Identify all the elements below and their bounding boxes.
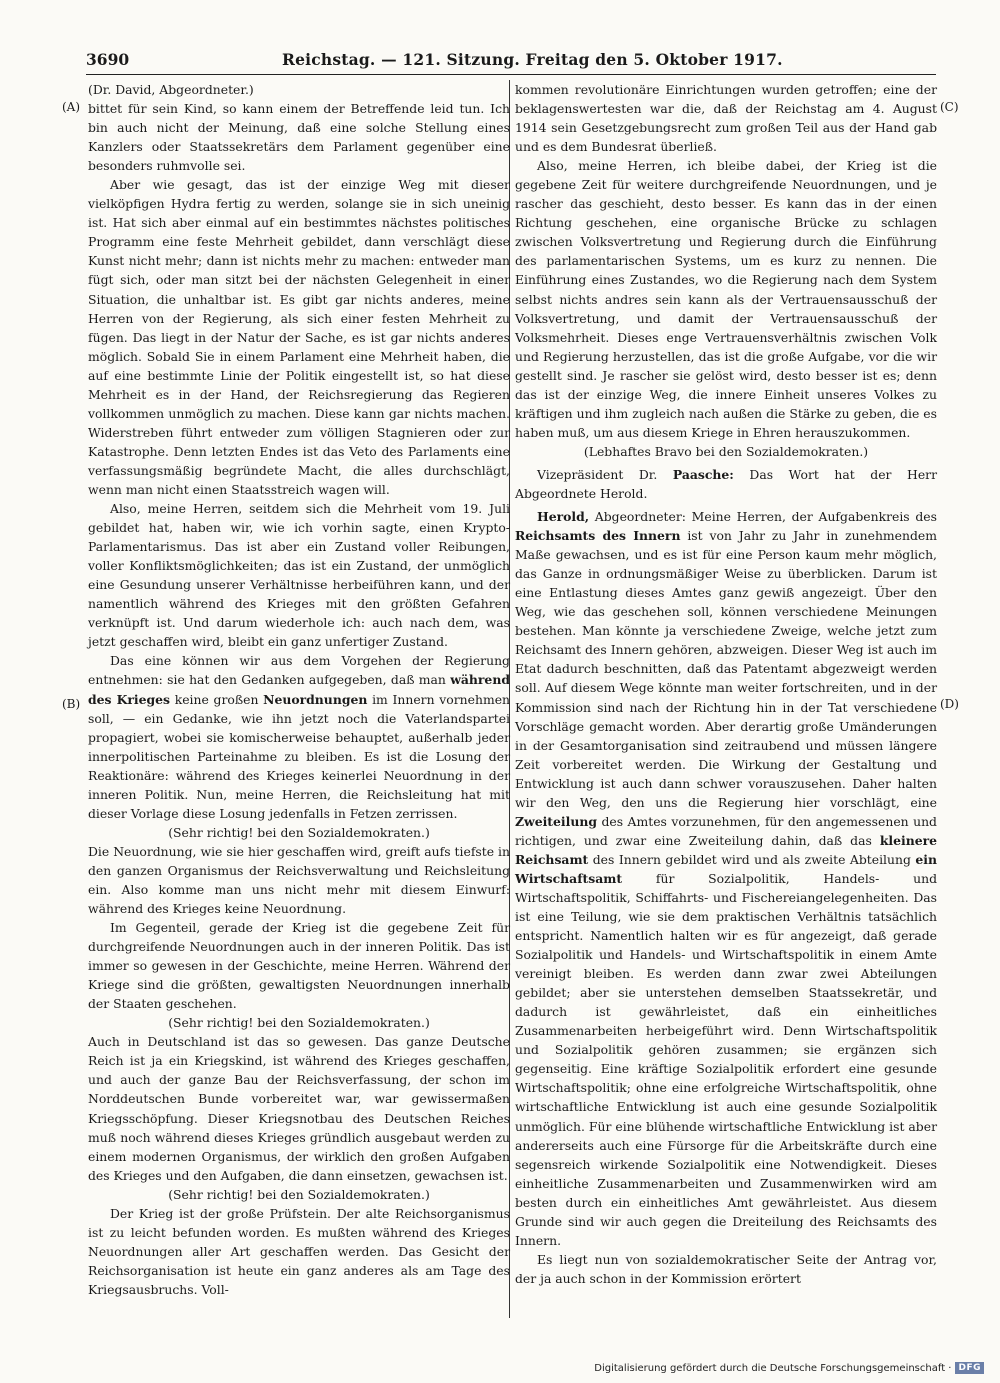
paragraph: Aber wie gesagt, das ist der einzige Weg mit dieser vielköpfigen Hydra fertig zu werden, solange sie in sich uneinig ist. Hat sich aber einmal auf ein bestimmtes nächstes politisches Programm eine feste Mehrheit gebildet, dann verschlägt diese Kunst nicht mehr; dann ist nichts mehr zu machen: entweder man fügt sich, oder man sitzt bei der nächsten Gelegenheit in einer Situation, die unhaltbar ist. Es gibt gar nichts anderes, meine Herren von der Regierung, als sich einer festen Mehrheit zu fügen. Das liegt in der Natur der Sache, es ist gar nichts anderes möglich. Sobald Sie in einem Parlament eine Mehrheit haben, die auf eine bestimmte Linie der Politik eingestellt ist, so hat diese Mehrheit es in der Hand, der Reichsregierung das Regieren vollkommen unmöglich zu machen. Diese kann gar nichts machen. Widerstreben führt entweder zum völligen Stagnieren oder zur Katastrophe. Denn letzten Endes ist das Veto des Parlaments eine verfassungsmäßig begründete Macht, die alles durchschlägt, wenn man nicht einen Staatsstreich wagen will. [88, 177, 510, 497]
margin-mark-c: (C) [940, 100, 959, 114]
right-column [515, 80, 937, 1288]
text-run: ist von Jahr zu Jahr in zunehmendem Maße gewachsen, und es ist für eine Person kaum mehr möglich, das Ganze in ordnungsmäßiger Weise zu überblicken. Darum ist eine Entlastung dieses Amtes ganz gewiß angezeigt. Über den Weg, wie das geschehen soll, können verschiedene Meinungen bestehen. Man könnte ja verschiedene Zweige, welche jetzt zum Reichsamt des Innern gehören, abzweigen. Dieser Weg ist auch im Etat dadurch beschnitten, daß das Patentamt abgezweigt werden soll. Auf diesem Wege könnte man weiter fortschreiten, und in der Kommission sind nach der Richtung hin in der Tat verschiedene Vorschläge gemacht worden. Aber derartig große Umänderungen in der Gesamtorganisation sind zeitraubend und müssen längere Zeit vorbereitet werden. Die Wirkung der Gestaltung und Entwicklung ist auch dann schwer vorauszusehen. Daher halten wir den Weg, den uns die Regierung hier vorschlägt, eine [515, 528, 938, 810]
paragraph [88, 651, 510, 822]
margin-mark-d: (D) [940, 697, 959, 711]
page-number: 3690 [86, 50, 130, 69]
margin-mark-a: (A) [62, 100, 81, 114]
paragraph: bittet für sein Kind, so kann einem der Betreffende leid tun. Ich bin auch nicht der Meinung, daß eine solche Stellung eines Kanzlers oder Staatssekretärs dem Parlament gegenüber eine besonders ruhmvolle sei. [88, 101, 510, 174]
emphasis: Neuordnungen [263, 691, 368, 707]
paragraph: Die Neuordnung, wie sie hier geschaffen wird, greift aufs tiefste in den ganzen Organismus der Reichsverwaltung und Reichsleitung ein. Also komme man uns nicht mehr mit diesem Einwurf: während des Krieges keine Neuordnung. [88, 843, 510, 917]
footer-text: Digitalisierung gefördert durch die Deutsche Forschungsgemeinschaft · [594, 1362, 952, 1374]
text-run: für Sozialpolitik, Handels- und Wirtschaftspolitik, Schiffahrts- und Fischereiangelegenheiten. Das ist eine Teilung, wie sie dem praktischen Verhältnis tatsächlich entspricht. Namentlich halten wir es für angezeigt, daß gerade Sozialpolitik und Handels- und Wirtschaftspolitik in einem Amte vereinigt bleiben. Es werden dann zwar zwei Abteilungen gebildet; aber sie unterstehen demselben Staatssekretär, und dadurch ist gewährleistet, daß ein einheitliches Zusammenarbeiten herbeigeführt wird. Denn Wirtschaftspolitik und Sozialpolitik gehören zusammen; sie ergänzen sich gegenseitig. Eine kräftige Sozialpolitik erfordert eine gesunde Wirtschaftspolitik; ohne eine erfolgreiche Wirtschaftspolitik, ohne wirtschaftliche Entwicklung ist auch eine gesunde Sozialpolitik unmöglich. Für eine blühende wirtschaftliche Entwicklung ist aber andererseits auch eine Fürsorge für die Arbeitskräfte durch eine segensreich wirkende Sozialpolitik eine Notwendigkeit. Dieses einheitliche Zusammenarbeiten und Zusammenwirken wird am besten durch ein einheitliches Amt gewährleistet. Aus diesem Grunde sind wir auch gegen die Dreiteilung des Reichsamts des Innern. [515, 870, 937, 1248]
interjection: (Sehr richtig! bei den Sozialdemokraten.) [168, 1015, 430, 1031]
paragraph: Auch in Deutschland ist das so gewesen. Das ganze Deutsche Reich ist ja ein Kriegskind, ist während des Krieges geschaffen, und auch der ganze Bau der Reichsverfassung, der schon im Norddeutschen Bunde vorbereitet war, war gewissermaßen Kriegsschöpfung. Dieser Kriegsnotbau des Deutschen Reiches muß noch während dieses Krieges gründlich ausgebaut werden zu einem modernen Organismus, der wirklich den großen Aufgaben des Krieges und den Aufgaben, die dann einsetzen, gewachsen ist. [88, 1034, 510, 1183]
emphasis: kleinere Reichsamt [515, 832, 937, 867]
text-run: Das eine können wir aus dem Vorgehen der Regierung entnehmen: sie hat den Gedanken aufgegeben, daß man [88, 653, 510, 688]
left-column [88, 80, 510, 1299]
paragraph: Also, meine Herren, ich bleibe dabei, der Krieg ist die gegebene Zeit für weitere durchgreifende Neuordnungen, und je rascher das geschieht, desto besser. Es kann das in der einen Richtung geschehen, eine organische Brücke zu schlagen zwischen Volksvertretung und Regierung durch die Einführung des parlamentarischen Systems, um es kurz zu nennen. Die Einführung eines Zustandes, wo die Regierung nach dem System selbst nichts andres sein kann als der Vertrauensausschuß der Volksvertretung, und damit der Vertrauensausschuß der Volksmehrheit. Dieses enge Vertrauensverhältnis zwischen Volk und Regierung herzustellen, das ist die große Aufgabe, vor die wir gestellt sind. Je rascher sie gelöst wird, desto besser ist es; denn das ist der einzige Weg, die innere Einheit unseres Volkes zu kräftigen und ihm zugleich nach außen die Stärke zu geben, die es haben muß, um aus diesem Kriege in Ehren herauszukommen. [515, 158, 937, 440]
emphasis: Zweiteilung [515, 813, 598, 829]
text-run: des Amtes vorzunehmen, für den angemessenen und richtigen, und zwar eine Zweiteilung dahin, daß das [515, 813, 937, 848]
dfg-logo: DFG [955, 1362, 984, 1374]
text-run: Das Wort hat der Herr Abgeordnete Herold. [515, 466, 937, 501]
interjection: (Lebhaftes Bravo bei den Sozialdemokraten.) [583, 443, 869, 459]
emphasis: während des Krieges [88, 672, 510, 707]
speaker-name: Herold, [537, 509, 590, 525]
text-run: Vizepräsident Dr. [537, 466, 673, 482]
page-header [86, 48, 936, 75]
text-run: Abgeordneter: Meine Herren, der Aufgabenkreis des [589, 509, 937, 525]
speaker-name: Paasche: [672, 466, 734, 482]
paragraph: Es liegt nun von sozialdemokratischer Seite der Antrag vor, der ja auch schon in der Kommission erörtert [515, 1251, 937, 1286]
paragraph: kommen revolutionäre Einrichtungen wurden getroffen; eine der beklagenswertesten war die, daß der Reichstag am 4. August 1914 sein Gesetzgebungsrecht zum großen Teil aus der Hand gab und es dem Bundesrat überließ. [515, 82, 937, 155]
speaker-note: (Dr. David, Abgeordneter.) [88, 82, 254, 97]
interjection: (Sehr richtig! bei den Sozialdemokraten.) [168, 824, 430, 840]
emphasis: ein Wirtschaftsamt [515, 851, 937, 886]
paragraph: Also, meine Herren, seitdem sich die Mehrheit vom 19. Juli gebildet hat, haben wir, wie ich vorhin sagte, einen Krypto-Parlamentarismus. Das ist aber ein Zustand voller Reibungen, voller Konfliktsmöglichkeiten; das ist ein Zustand, der unmöglich eine Gesundung unserer Verhältnisse herbeiführen kann, und der namentlich während des Krieges mit den größten Gefahren verknüpft ist. Und darum wiederhole ich: auch nach dem, was jetzt geschaffen wird, bleibt ein ganz unfertiger Zustand. [88, 501, 510, 650]
speaker-turn [515, 465, 937, 503]
text-run: im Innern vornehmen soll, — ein Gedanke, wie ihn jetzt noch die Vaterlandspartei propagiert, wobei sie komischerweise behauptet, außerhalb jeder innerpolitischen Parteinahme zu bleiben. Es ist die Losung der Reaktionäre: während des Krieges keinerlei Neuordnung in der inneren Politik. Nun, meine Herren, die Reichsleitung hat mit dieser Vorlage diese Losung jedenfalls in Fetzen zerrissen. [88, 691, 511, 821]
paragraph: Im Gegenteil, gerade der Krieg ist die gegebene Zeit für durchgreifende Neuordnungen auch in der inneren Politik. Das ist immer so gewesen in der Geschichte, meine Herren. Während der Kriege sind die größten, gewaltigsten Neuordnungen innerhalb der Staaten geschehen. [88, 920, 510, 1012]
speaker-turn [515, 507, 937, 1250]
margin-mark-b: (B) [62, 697, 81, 711]
digitization-footer [594, 1362, 984, 1374]
paragraph: Der Krieg ist der große Prüfstein. Der alte Reichsorganismus ist zu leicht befunden worden. Es mußten während des Krieges Neuordnungen aller Art geschaffen werden. Das Gesicht der Reichsorganisation ist heute ein ganz anderes als am Tage des Kriegsausbruchs. Voll- [88, 1205, 510, 1297]
interjection: (Sehr richtig! bei den Sozialdemokraten.) [168, 1186, 430, 1202]
text-run: keine großen [170, 691, 264, 707]
emphasis: Reichsamts des Innern [515, 528, 681, 544]
running-head: Reichstag. — 121. Sitzung. Freitag den 5. Oktober 1917. [282, 50, 783, 69]
text-run: des Innern gebildet wird und als zweite Abteilung [588, 851, 916, 867]
